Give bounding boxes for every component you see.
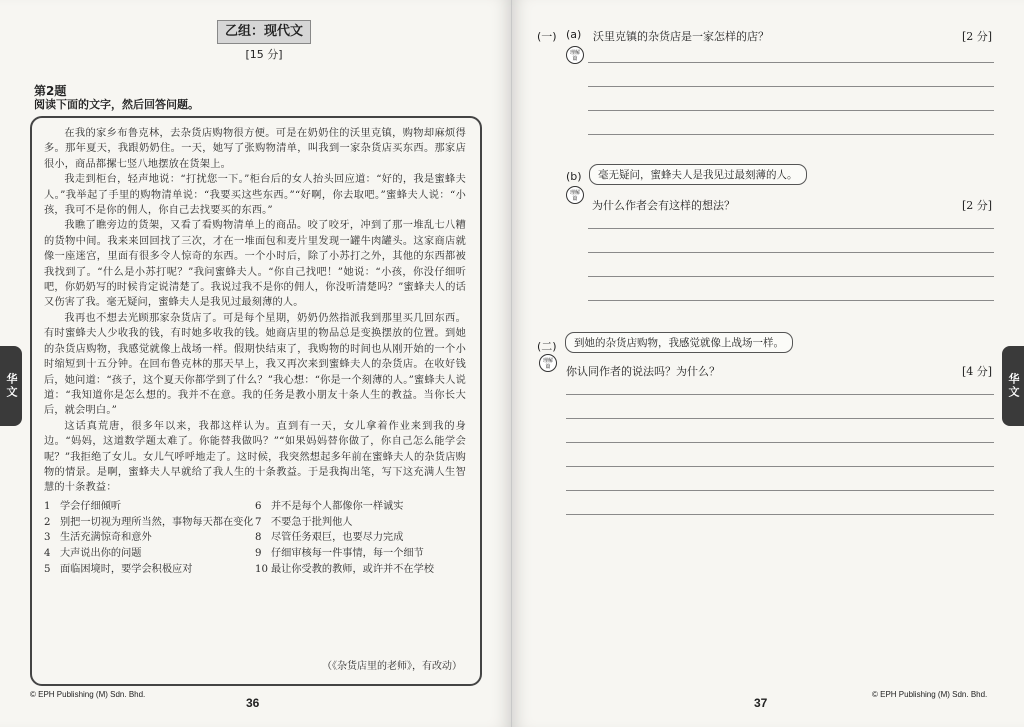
question-instruction: 阅读下面的文字，然后回答问题。 [34, 98, 199, 111]
lesson-item: 3 生活充满惊奇和意外 [44, 532, 152, 544]
thinking-badge-icon: 理解 篇 [566, 46, 584, 64]
question-1b-quote: 毫无疑问，蜜蜂夫人是我见过最刻薄的人。 [589, 164, 807, 185]
answer-line[interactable] [588, 252, 994, 253]
answer-line[interactable] [566, 394, 994, 395]
answer-line[interactable] [566, 514, 994, 515]
question-2-quote: 到她的杂货店购物，我感觉就像上战场一样。 [565, 332, 793, 353]
page-number: 37 [754, 696, 768, 710]
question-2-marks: [4 分] [962, 365, 993, 378]
section-score: [15 分] [245, 48, 283, 61]
thinking-badge-icon: 理解 篇 [539, 354, 557, 372]
subject-tab: 华文 [0, 346, 22, 426]
section-title: 乙组：现代文 [217, 20, 311, 44]
answer-line[interactable] [566, 466, 994, 467]
question-2-label: (二) [537, 340, 557, 353]
reading-passage [30, 116, 482, 686]
question-1a-text: 沃里克镇的杂货店是一家怎样的店？ [593, 30, 769, 43]
answer-line[interactable] [566, 418, 994, 419]
lesson-item: 10 最让你受教的教师，或许并不在学校 [255, 563, 434, 575]
passage-paragraph-3: 我瞧了瞧旁边的货架，又看了看购物清单上的商品。咬了咬牙，冲到了那一堆乱七八糟的货物中间。我来来回回找了三次，才在一堆面包和麦片里发现一罐牛肉罐头。这家商店就像一座迷宫，里面有很多令人惊奇的东西。一个小时后，除了小苏打之外，其他的东西都被我找到了。“什么是小苏打呢？”我问蜜蜂夫人。“你自己找吧！”她说：“小孩，你没仔细听吧，你奶奶写的时候肯定说清楚了。我说过我不是你的佣人，你没听清楚吗？”蜜蜂夫人的话又伤害了我。毫无疑问，蜜蜂夫人是我见过最刻薄的人。 [44, 220, 466, 309]
thinking-badge-icon: 理解 篇 [566, 186, 584, 204]
answer-line[interactable] [588, 62, 994, 63]
publisher-footer: © EPH Publishing (M) Sdn. Bhd. [872, 690, 988, 699]
answer-line[interactable] [588, 276, 994, 277]
lesson-item: 1 学会仔细倾听 [44, 500, 122, 512]
answer-line[interactable] [588, 300, 994, 301]
answer-line[interactable] [588, 228, 994, 229]
subject-tab: 华文 [1002, 346, 1024, 426]
answer-line[interactable] [588, 110, 994, 111]
passage-paragraph-5: 这话真荒唐，很多年以来，我都这样认为。直到有一天，女儿拿着作业来到我的身边。“妈妈，这道数学题太难了。你能替我做吗？”“如果妈妈替你做了，你自己怎么能学会呢？”我拒绝了女儿。女儿气呼呼地走了。这时候，我突然想起多年前在蜜蜂夫人的杂货店购物的情景。是啊，蜜蜂夫人早就给了我人生的十条教益。于是我掏出笔，写下这充满人生智慧的十条教益： [44, 420, 466, 494]
lessons-column-right [255, 499, 466, 578]
lesson-item: 2 别把一切视为理所当然，事物每天都在变化 [44, 516, 254, 528]
lesson-item: 9 仔细审核每一件事情，每一个细节 [255, 548, 424, 560]
lesson-item: 7 不要急于批判他人 [255, 516, 353, 528]
publisher-footer: © EPH Publishing (M) Sdn. Bhd. [30, 690, 146, 699]
lessons-column-left [44, 499, 255, 578]
life-lessons-list [44, 499, 466, 578]
question-1a-label: (a) [566, 28, 582, 41]
lesson-item: 5 面临困境时，要学会积极应对 [44, 563, 193, 575]
question-1b-text: 为什么作者会有这样的想法？ [592, 199, 735, 212]
question-1b-marks: [2 分] [962, 199, 993, 212]
lesson-item: 8 尽管任务艰巨，也要尽力完成 [255, 532, 404, 544]
answer-line[interactable] [588, 134, 994, 135]
answer-line[interactable] [588, 86, 994, 87]
lesson-item: 4 大声说出你的问题 [44, 548, 142, 560]
passage-source: （《杂货店里的老师》，有改动） [322, 660, 462, 672]
question-1a-marks: [2 分] [962, 30, 993, 43]
question-number: 第2题 [34, 84, 67, 98]
passage-paragraph-4: 我再也不想去光顾那家杂货店了。可是每个星期，奶奶仍然指派我到那里买几回东西。有时蜜蜂夫人少收我的钱，有时她多收我的钱。她商店里的物品总是变换摆放的位置。到她的杂货店购物，我感觉就像上战场一样。假期快结束了，我购物的时间也从刚开始的一个小时缩短到十五分钟。在回布鲁克林的那天早上，我又再次来到蜜蜂夫人的杂货店。在收好钱后，她问道：“孩子，这个夏天你都学到了什么？”我心想：“你是一个刻薄的人。”蜜蜂夫人说道：“我知道你是怎么想的。我并不在意。我的任务是教小朋友十条人生的教益。当你长大后，就会明白。” [44, 312, 466, 417]
question-1-label: (一) [537, 30, 557, 43]
answer-line[interactable] [566, 442, 994, 443]
answer-line[interactable] [566, 490, 994, 491]
page-number: 36 [246, 696, 260, 710]
lesson-item: 6 并不是每个人都像你一样诚实 [255, 500, 404, 512]
passage-paragraph-1: 在我的家乡布鲁克林，去杂货店购物很方便。可是在奶奶住的沃里克镇，购物却麻烦得多。那年夏天，我跟奶奶住。一天，她写了张购物清单，叫我到一家杂货店买东西。那家店很小，商品都摞七竖八地摆放在货架上。 [44, 128, 466, 170]
passage-paragraph-2: 我走到柜台，轻声地说：“打扰您一下。”柜台后的女人抬头回应道：“好的，我是蜜蜂夫人。”我举起了手里的购物清单说：“我要买这些东西。”“好啊，你去取吧。”蜜蜂夫人说：“小孩，我可不是你的佣人，你自己去找要买的东西。” [44, 174, 466, 217]
question-1b-label: (b) [566, 170, 582, 183]
question-2-text: 你认同作者的说法吗？为什么？ [566, 365, 720, 378]
